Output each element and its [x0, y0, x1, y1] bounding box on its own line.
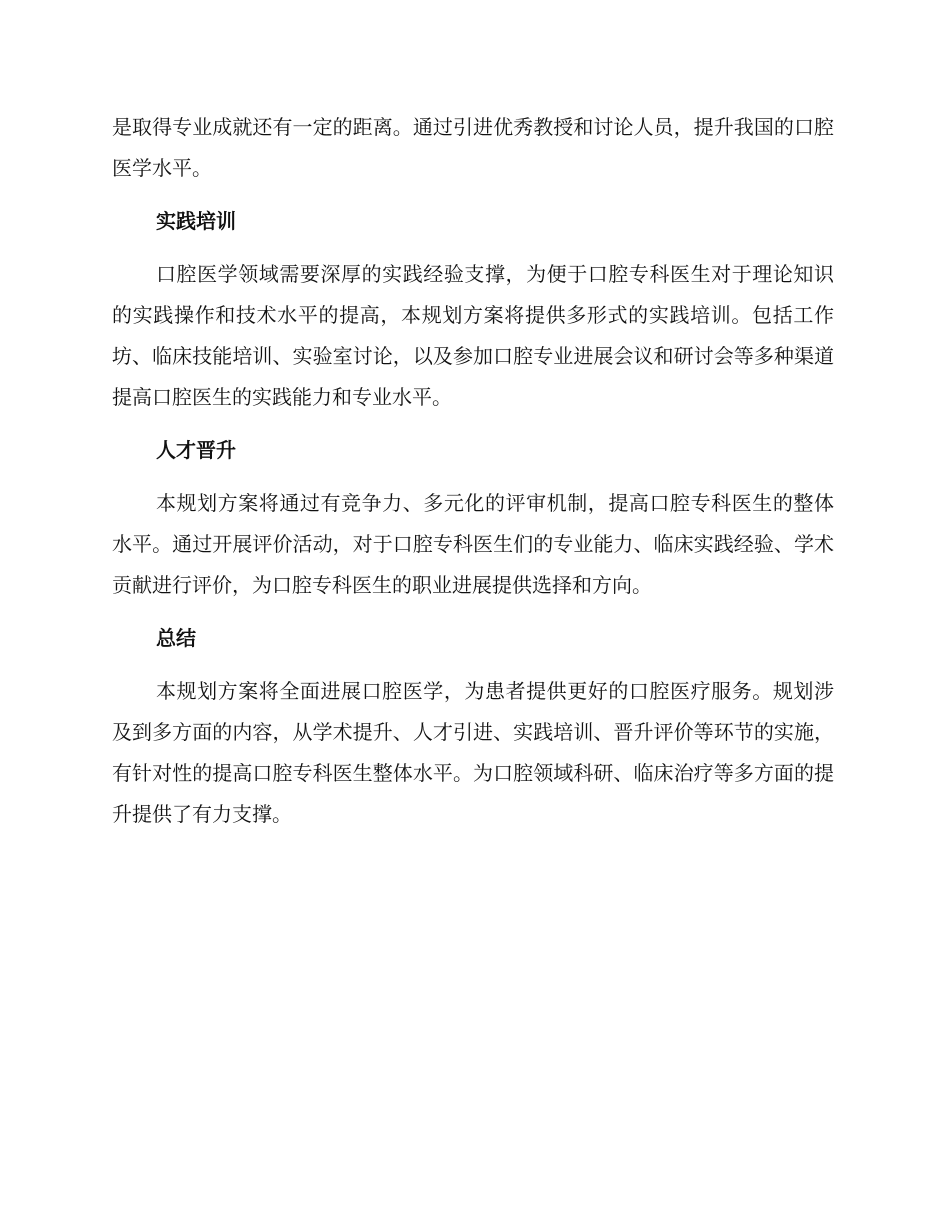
section-heading-practice-training: 实践培训 — [156, 209, 236, 233]
section-heading-summary: 总结 — [156, 626, 196, 650]
section-body-practice-training: 口腔医学领域需要深厚的实践经验支撑，为便于口腔专科医生对于理论知识的实践操作和技术水平的提高，本规划方案将提供多形式的实践培训。包括工作坊、临床技能培训、实验室讨论，以及参加口腔专业进展会议和研讨会等多种渠道提高口腔医生的实践能力和专业水平。 — [112, 262, 834, 409]
intro-paragraph: 是取得专业成就还有一定的距离。通过引进优秀教授和讨论人员，提升我国的口腔医学水平。 — [112, 115, 834, 180]
section-heading-talent-promotion: 人才晋升 — [156, 438, 236, 462]
section-body-talent-promotion: 本规划方案将通过有竞争力、多元化的评审机制，提高口腔专科医生的整体水平。通过开展评价活动，对于口腔专科医生们的专业能力、临床实践经验、学术贡献进行评价，为口腔专科医生的职业进展提供选择和方向。 — [112, 491, 834, 597]
document-body — [112, 107, 834, 835]
section-body-summary: 本规划方案将全面进展口腔医学，为患者提供更好的口腔医疗服务。规划涉及到多方面的内容，从学术提升、人才引进、实践培训、晋升评价等环节的实施，有针对性的提高口腔专科医生整体水平。为口腔领域科研、临床治疗等多方面的提升提供了有力支撑。 — [112, 679, 834, 826]
